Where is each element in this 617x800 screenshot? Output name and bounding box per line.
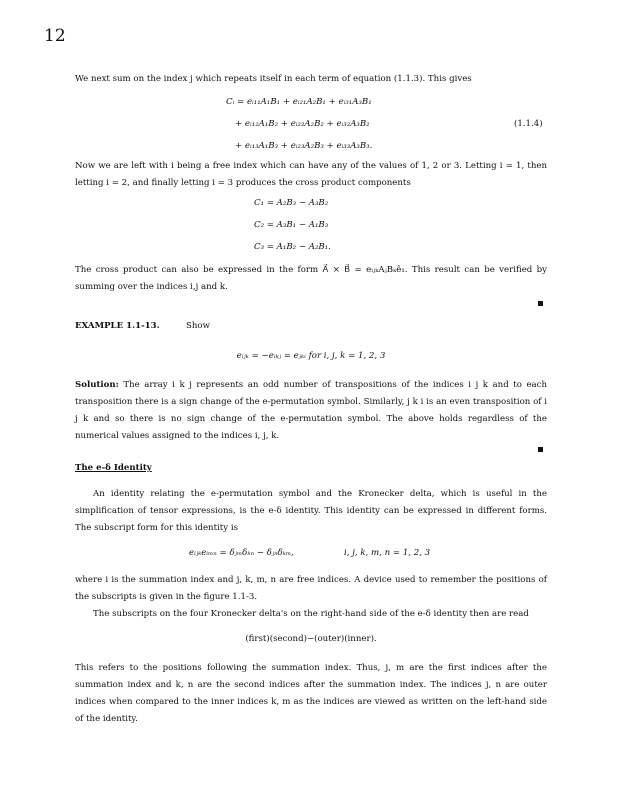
paragraph-intro: We next sum on the index j which repeats itself in each term of equation (1.1.3). This gives (75, 74, 472, 84)
solution-label: Solution: (75, 380, 119, 390)
cross-product-c3: C₃ = A₁B₂ − A₂B₁. (254, 242, 331, 252)
paragraph-free-index: Now we are left with i being a free index which can have any of the values of 1, 2 or 3. Letting i = 1, then letting i = 2, and finally letting i = 3 produces the cross product components (75, 161, 547, 188)
page-number: 12 (44, 26, 66, 46)
equation-1-1-4-line-3: + eᵢ₁₃A₁B₃ + eᵢ₂₃A₂B₃ + eᵢ₃₃A₃B₃. (235, 141, 373, 151)
example-equation: eᵢⱼₖ = −eᵢₖⱼ = eⱼₖᵢ for i, j, k = 1, 2, 3 (236, 351, 386, 361)
paragraph-cross-product-form: The cross product can also be expressed in the form A⃗ × B⃗ = eᵢⱼₖAⱼBₖê₁. This result can be verified by summing over the indices i,j and k. (75, 265, 547, 292)
example-label: EXAMPLE 1.1-13. (75, 321, 160, 331)
equation-number-1-1-4: (1.1.4) (514, 119, 543, 129)
paragraph-kronecker-reading: The subscripts on the four Kronecker delta's on the right-hand side of the e-δ identity then are read (93, 609, 529, 619)
e-delta-identity-range: i, j, k, m, n = 1, 2, 3 (344, 548, 431, 558)
paragraph-index-positions: This refers to the positions following the summation index. Thus, j, m are the first indices after the summation index and k, n are the second indices after the summation index. The indices j, n are outer indices when compared to the inner indices k, m as the indices are viewed as written on the left-hand side of the identity. (75, 663, 547, 724)
paragraph-summation-index: where i is the summation index and j, k, m, n are free indices. A device used to remember the positions of the subscripts is given in the figure 1.1-3. (75, 575, 547, 602)
e-delta-identity-equation: eᵢⱼₖeᵢₘₙ = δⱼₘδₖₙ − δⱼₙδₖₘ, (189, 548, 294, 558)
solution-text: The array i k j represents an odd number of transpositions of the indices i j k and to each transposition there is a sign change of the e-permutation symbol. Similarly, j k i is an even transposition of i j k and so there is no sign change of the e-permutation symbol. The above holds regardless of the numerical values assigned to the indices i, j, k. (75, 380, 548, 441)
paragraph-e-delta-intro: An identity relating the e-permutation symbol and the Kronecker delta, which is useful in the simplification of tensor expressions, is the e-δ identity. This identity can be expressed in different forms. The subscript form for this identity is (75, 489, 547, 533)
example-show: Show (186, 321, 210, 331)
cross-product-c2: C₂ = A₃B₁ − A₁B₃ (254, 220, 329, 230)
end-of-proof-mark (538, 447, 543, 452)
cross-product-c1: C₁ = A₂B₃ − A₃B₂ (254, 198, 329, 208)
equation-1-1-4-line-2: + eᵢ₁₂A₁B₂ + eᵢ₂₂A₂B₂ + eᵢ₃₂A₃B₂ (235, 119, 370, 129)
index-order-line: (first)(second)−(outer)(inner). (245, 634, 377, 644)
equation-1-1-4-line-1: Cᵢ = eᵢ₁₁A₁B₁ + eᵢ₂₁A₂B₁ + eᵢ₃₁A₃B₁ (226, 97, 372, 107)
end-of-proof-mark (538, 301, 543, 306)
section-title: The e-δ Identity (75, 463, 152, 473)
solution-paragraph (75, 377, 547, 445)
